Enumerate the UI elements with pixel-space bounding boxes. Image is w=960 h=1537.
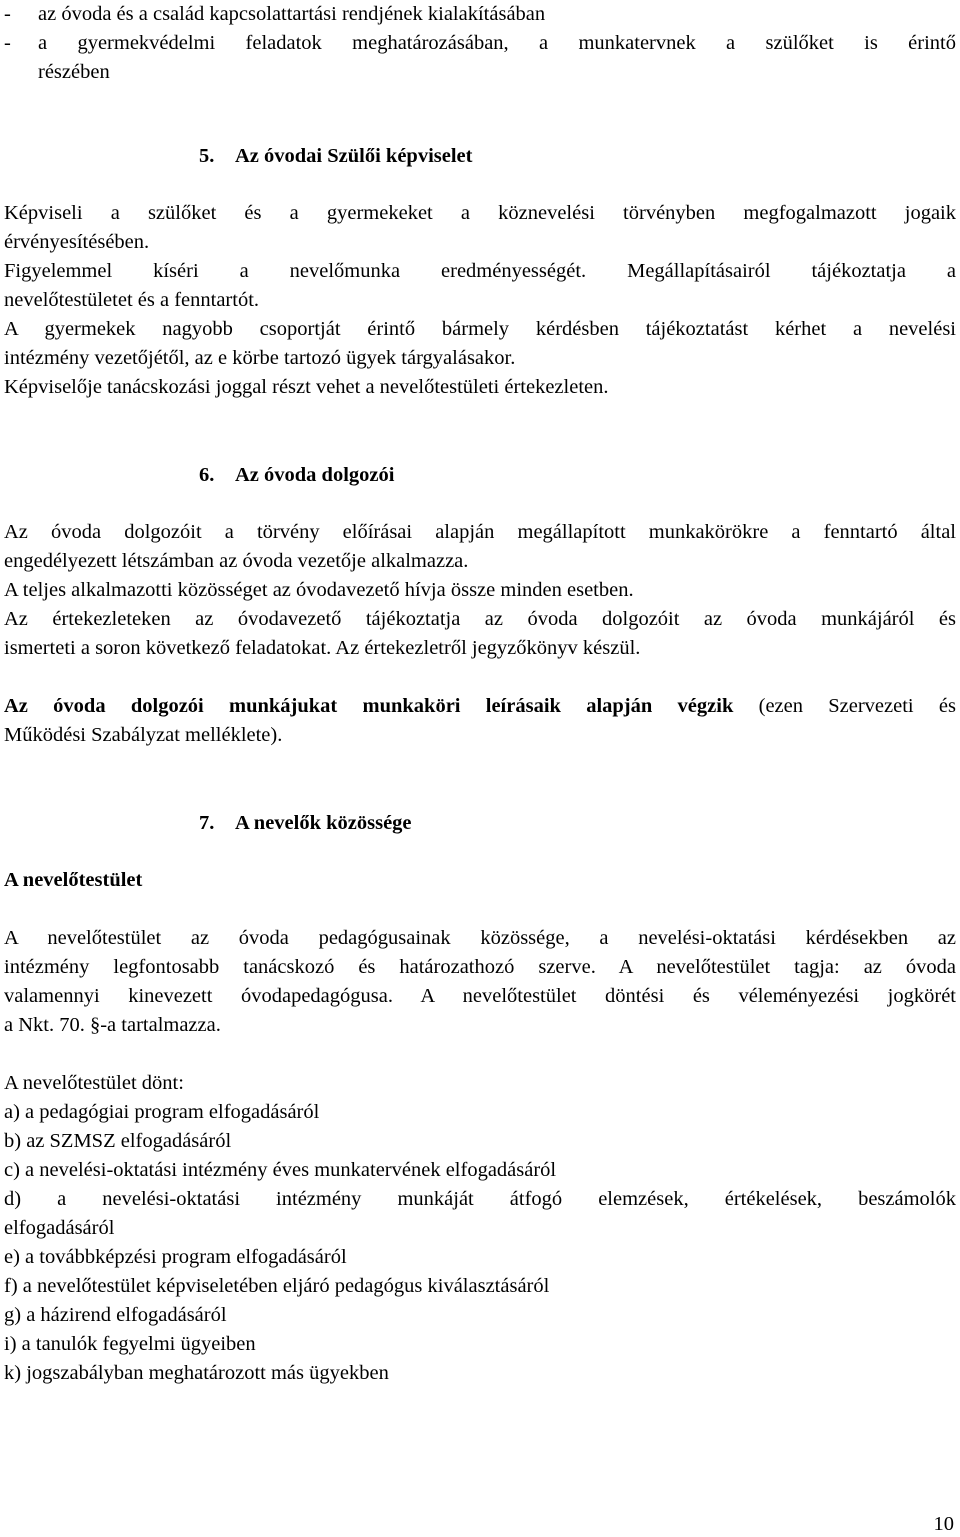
page-number: 10 [933, 1513, 954, 1535]
paragraph-line: Figyelemmel kíséri a nevelőmunka eredményességét. Megállapításairól tájékoztatja a [4, 260, 956, 282]
paragraph-line: nevelőtestületet és a fenntartót. [4, 289, 260, 311]
paragraph-line: engedélyezett létszámban az óvoda vezetője alkalmazza. [4, 550, 469, 572]
section-title: A nevelők közössége [235, 812, 412, 834]
paragraph-line: Az óvoda dolgozóit a törvény előírásai alapján megállapított munkakörökre a fenntartó által [4, 521, 956, 543]
list-item-continuation: elfogadásáról [4, 1217, 115, 1239]
list-item: i) a tanulók fegyelmi ügyeiben [4, 1333, 256, 1355]
paragraph-line: valamennyi kinevezett óvodapedagógusa. A nevelőtestület döntési és véleményezési jogkörét [4, 985, 956, 1007]
sub-heading: A nevelőtestület [4, 869, 143, 891]
list-item-text: a gyermekvédelmi feladatok meghatározásában, a munkatervnek a szülőket is érintő [38, 32, 956, 54]
list-item [4, 0, 956, 29]
list-item-text: az óvoda és a család kapcsolattartási rendjének kialakításában [38, 3, 546, 25]
section-number: 6. [199, 464, 215, 486]
list-item: d) a nevelési-oktatási intézmény munkáját átfogó elemzések, értékelések, beszámolók [4, 1188, 956, 1210]
paragraph-line: ismerteti a soron következő feladatokat. Az értekezletről jegyzőkönyv készül. [4, 637, 641, 659]
list-item: b) az SZMSZ elfogadásáról [4, 1130, 232, 1152]
paragraph-line [4, 692, 956, 721]
paragraph-line-inner [4, 692, 956, 721]
section-number: 7. [199, 812, 215, 834]
paragraph-line: Az értekezleteken az óvodavezető tájékoztatja az óvoda dolgozóit az óvoda munkájáról és [4, 608, 956, 630]
list-item: e) a továbbképzési program elfogadásáról [4, 1246, 347, 1268]
list-item-text: részében [38, 61, 110, 83]
list-item: c) a nevelési-oktatási intézmény éves munkatervének elfogadásáról [4, 1159, 557, 1181]
list-item: a) a pedagógiai program elfogadásáról [4, 1101, 320, 1123]
paragraph-line: Képviseli a szülőket és a gyermekeket a köznevelési törvényben megfogalmazott jogaik [4, 202, 956, 224]
list-dash: - [4, 32, 11, 54]
paragraph-line: A nevelőtestület az óvoda pedagógusainak közössége, a nevelési-oktatási kérdésekben az [4, 927, 956, 949]
regular-text: (ezen Szervezeti és [733, 695, 956, 717]
bold-text: Az óvoda dolgozói munkájukat munkaköri leírásaik alapján végzik [4, 695, 734, 717]
paragraph-line: A gyermekek nagyobb csoportját érintő bármely kérdésben tájékoztatást kérhet a nevelési [4, 318, 956, 340]
section-title: Az óvodai Szülői képviselet [235, 145, 473, 167]
section-title: Az óvoda dolgozói [235, 464, 395, 486]
decides-label: A nevelőtestület dönt: [4, 1072, 184, 1094]
section-heading [199, 809, 412, 838]
section-heading [199, 461, 394, 490]
paragraph-line: érvényesítésében. [4, 231, 150, 253]
list-dash: - [4, 3, 11, 25]
list-item: g) a házirend elfogadásáról [4, 1304, 227, 1326]
section-number: 5. [199, 145, 215, 167]
list-item [4, 29, 956, 58]
paragraph-line: Működési Szabályzat melléklete). [4, 724, 283, 746]
list-item: k) jogszabályban meghatározott más ügyekben [4, 1362, 389, 1384]
list-item: f) a nevelőtestület képviseletében eljáró pedagógus kiválasztásáról [4, 1275, 550, 1297]
paragraph-line: intézmény vezetőjétől, az e körbe tartozó ügyek tárgyalásakor. [4, 347, 516, 369]
paragraph-line: intézmény legfontosabb tanácskozó és határozathozó szerve. A nevelőtestület tagja: az óvoda [4, 956, 956, 978]
list-item-continuation [4, 58, 956, 87]
paragraph-line: a Nkt. 70. §-a tartalmazza. [4, 1014, 221, 1036]
paragraph-line: Képviselője tanácskozási joggal részt vehet a nevelőtestületi értekezleten. [4, 376, 609, 398]
section-heading [199, 142, 472, 171]
paragraph-line: A teljes alkalmazotti közösséget az óvodavezető hívja össze minden esetben. [4, 579, 634, 601]
